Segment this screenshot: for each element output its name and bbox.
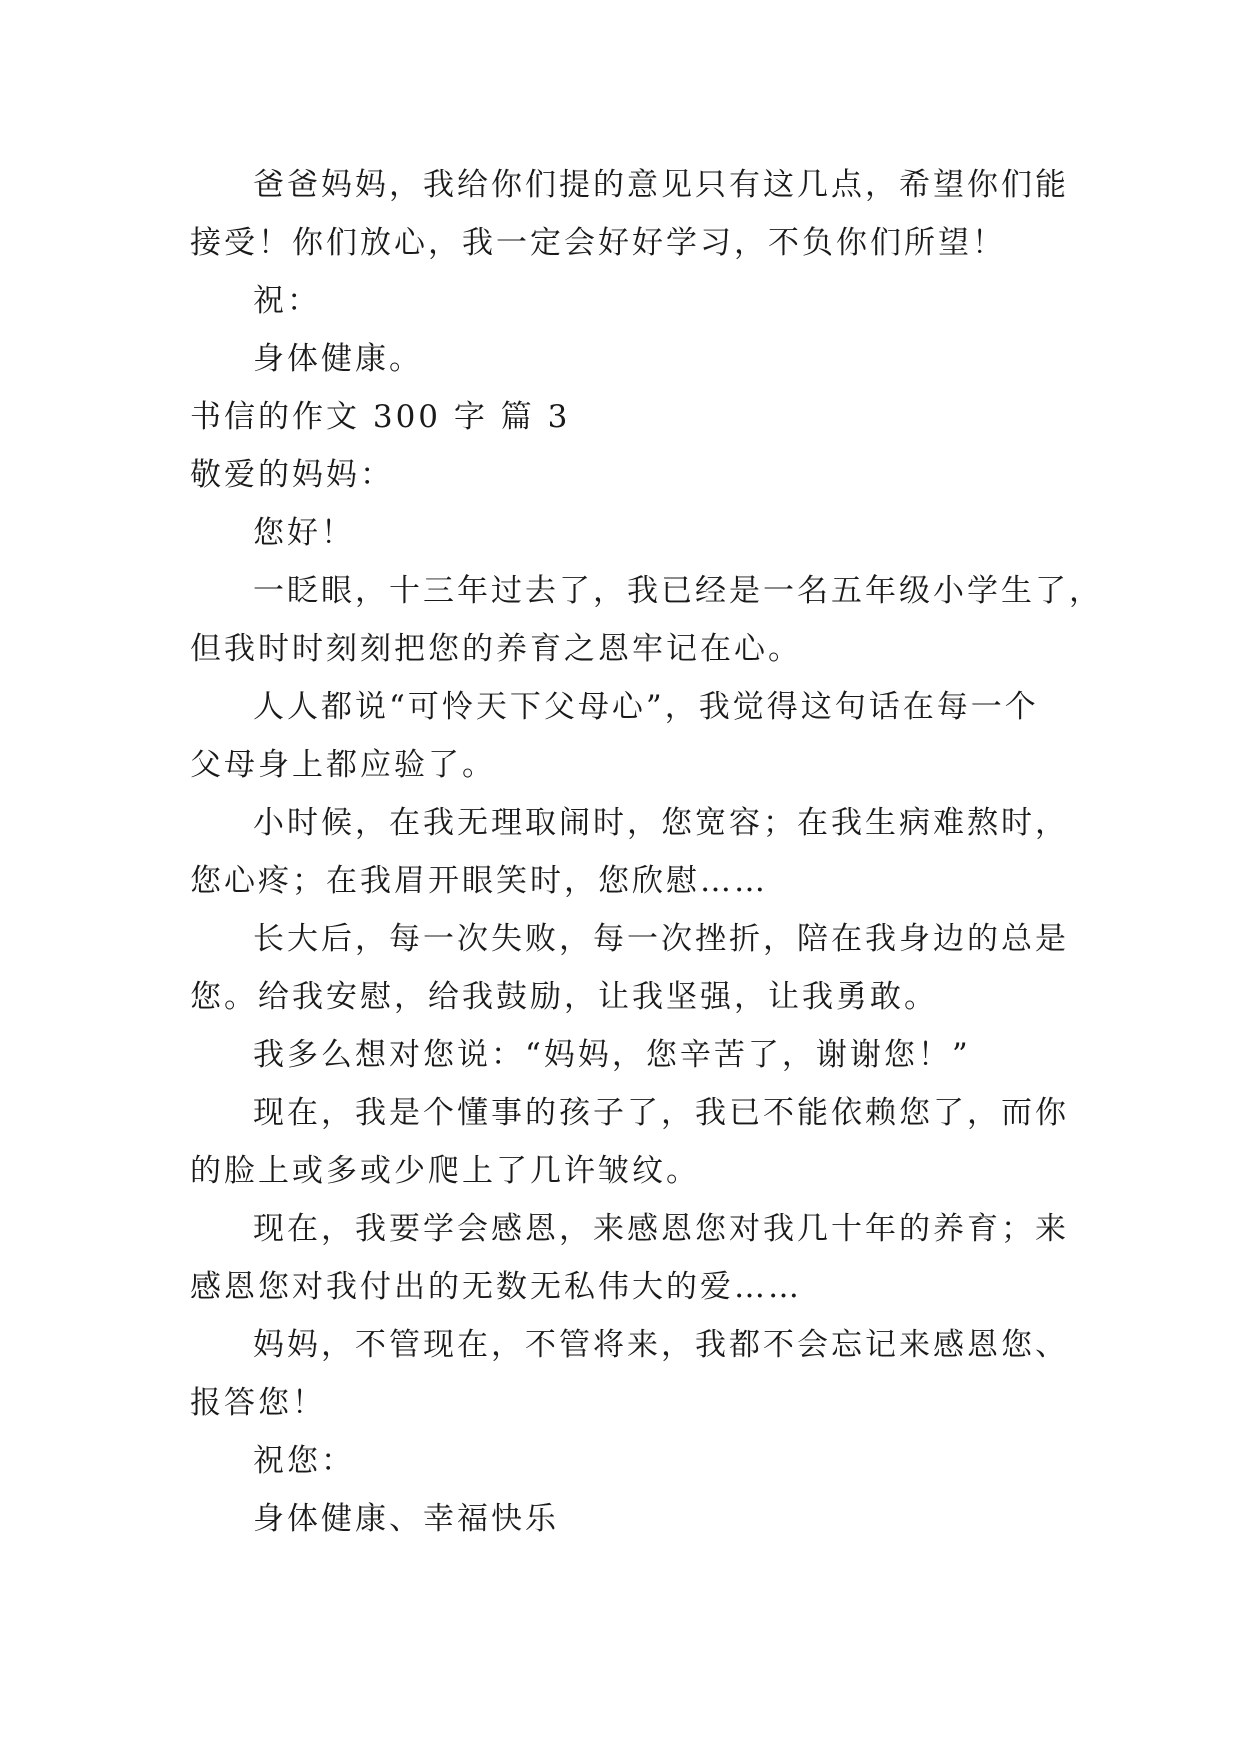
paragraph-line: 现在，我是个懂事的孩子了，我已不能依赖您了，而你 xyxy=(253,1095,1069,1131)
paragraph-line: 一眨眼，十三年过去了，我已经是一名五年级小学生了， xyxy=(253,573,1103,609)
paragraph-line: 报答您！ xyxy=(190,1385,326,1421)
paragraph-line: 您。给我安慰，给我鼓励，让我坚强，让我勇敢。 xyxy=(190,979,938,1015)
closing-salutation: 祝您： xyxy=(253,1443,355,1479)
paragraph-line: 您心疼；在我眉开眼笑时，您欣慰…… xyxy=(190,863,768,899)
paragraph-line: 我多么想对您说：“妈妈，您辛苦了，谢谢您！” xyxy=(253,1037,971,1073)
section-heading: 书信的作文 300 字 篇 3 xyxy=(190,399,571,435)
paragraph-line: 爸爸妈妈，我给你们提的意见只有这几点，希望你们能 xyxy=(253,167,1069,203)
paragraph-line: 人人都说“可怜天下父母心”，我觉得这句话在每一个 xyxy=(253,689,1039,725)
paragraph-line: 小时候，在我无理取闹时，您宽容；在我生病难熬时， xyxy=(253,805,1069,841)
paragraph-line: 但我时时刻刻把您的养育之恩牢记在心。 xyxy=(190,631,802,667)
paragraph-line: 妈妈，不管现在，不管将来，我都不会忘记来感恩您、 xyxy=(253,1327,1069,1363)
paragraph-line: 现在，我要学会感恩，来感恩您对我几十年的养育；来 xyxy=(253,1211,1069,1247)
paragraph-line: 的脸上或多或少爬上了几许皱纹。 xyxy=(190,1153,700,1189)
paragraph-line: 长大后，每一次失败，每一次挫折，陪在我身边的总是 xyxy=(253,921,1069,957)
closing-wish: 身体健康、幸福快乐 xyxy=(253,1501,559,1537)
paragraph-line: 接受！你们放心，我一定会好好学习，不负你们所望！ xyxy=(190,225,1006,261)
letter-recipient: 敬爱的妈妈： xyxy=(190,457,394,493)
closing-salutation: 祝： xyxy=(253,283,321,319)
closing-wish: 身体健康。 xyxy=(253,341,423,377)
greeting: 您好！ xyxy=(253,515,355,551)
paragraph-line: 感恩您对我付出的无数无私伟大的爱…… xyxy=(190,1269,802,1305)
paragraph-line: 父母身上都应验了。 xyxy=(190,747,496,783)
